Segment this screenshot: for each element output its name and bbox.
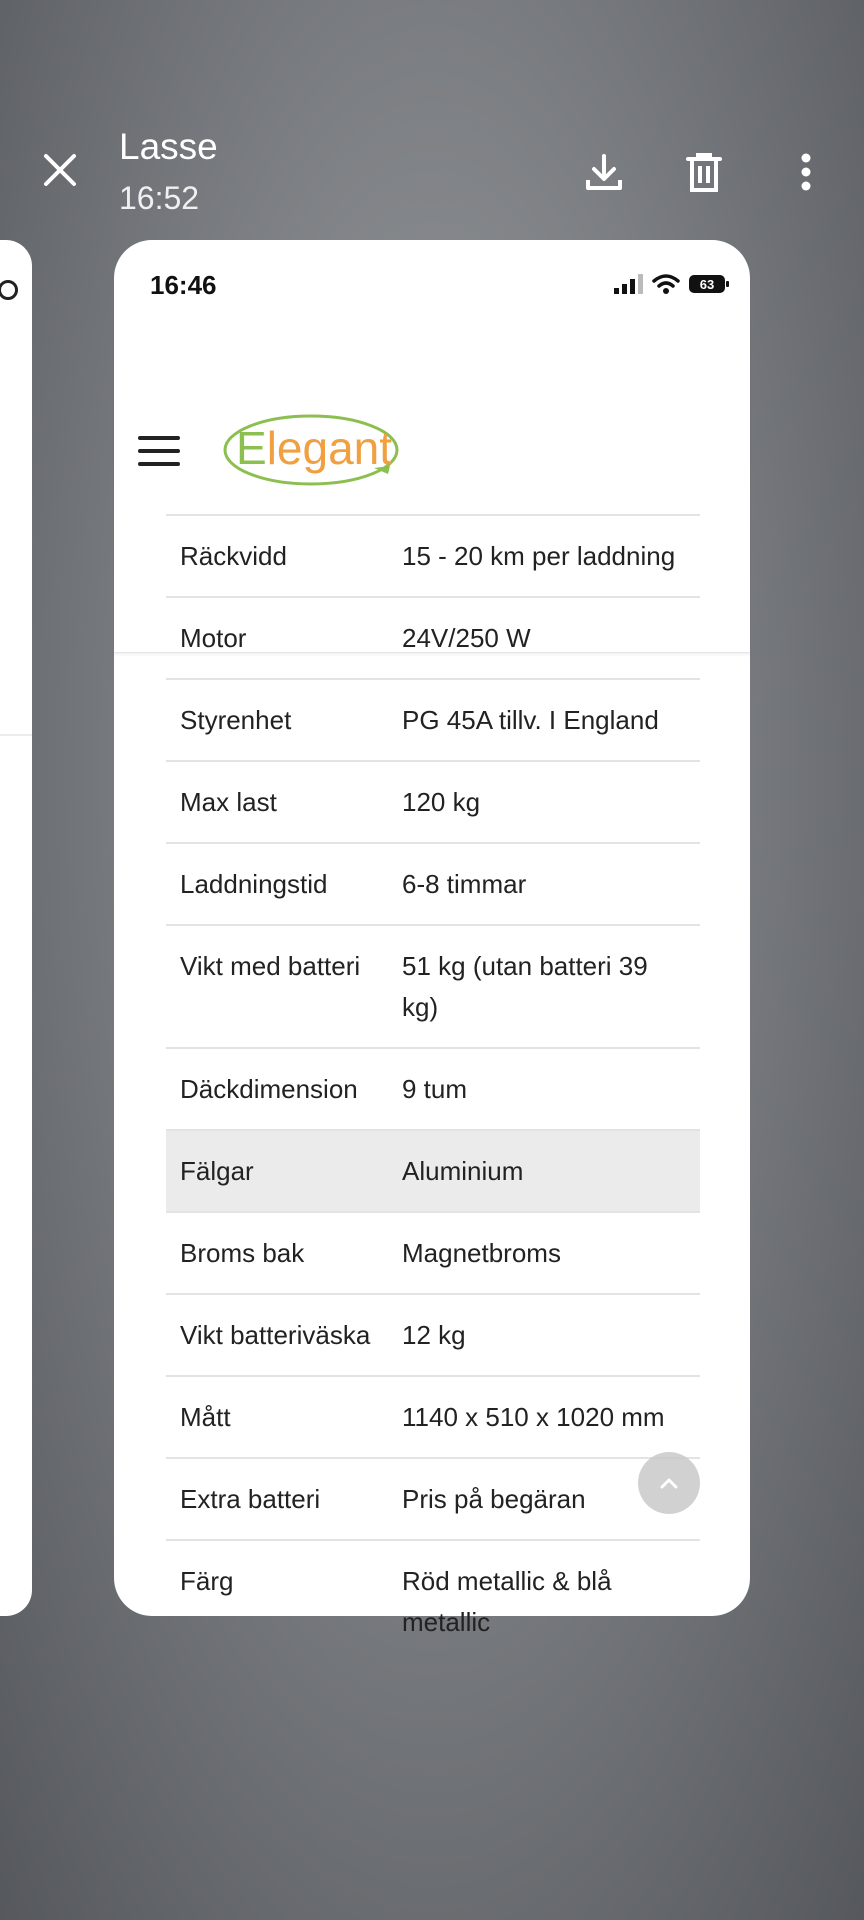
spec-value: 9 tum xyxy=(402,1074,468,1104)
svg-text:Elegant: Elegant xyxy=(236,422,393,474)
delete-icon xyxy=(682,150,726,194)
spec-value: 24V/250 W xyxy=(402,623,531,653)
spec-label: Laddningstid xyxy=(180,869,328,899)
spec-label: Max last xyxy=(180,787,277,817)
spec-label: Mått xyxy=(180,1402,231,1432)
table-row xyxy=(166,1130,700,1212)
spec-value: 15 - 20 km per laddning xyxy=(402,541,676,571)
spec-label: Vikt batteriväska xyxy=(180,1320,371,1350)
spec-value: Magnetbroms xyxy=(402,1238,561,1268)
image-viewer-toolbar xyxy=(0,0,864,230)
spec-value: 120 kg xyxy=(402,787,481,817)
menu-button[interactable] xyxy=(138,436,180,466)
spec-value: 6-8 timmar xyxy=(402,869,527,899)
menu-icon xyxy=(138,436,180,440)
spec-value: 12 kg xyxy=(402,1320,466,1350)
status-icons xyxy=(614,270,730,298)
spec-label: Styrenhet xyxy=(180,705,292,735)
table-row xyxy=(166,1212,700,1294)
divider xyxy=(0,734,32,736)
spec-label: Fälgar xyxy=(180,1156,254,1186)
table-row xyxy=(166,597,700,679)
spec-value: 51 kg (utan batteri 39 kg) xyxy=(402,951,648,1022)
table-row xyxy=(166,515,700,597)
close-icon xyxy=(40,150,80,190)
previous-image-thumbnail[interactable] xyxy=(0,240,32,1616)
spec-value: Pris på begäran xyxy=(402,1484,586,1514)
download-icon xyxy=(582,150,626,194)
table-row xyxy=(166,1294,700,1376)
wifi-icon xyxy=(652,273,680,295)
delete-button[interactable] xyxy=(682,150,726,194)
brand-logo[interactable] xyxy=(222,412,404,488)
screenshot-image[interactable] xyxy=(114,240,750,1637)
download-button[interactable] xyxy=(582,150,626,194)
spec-label: Däckdimension xyxy=(180,1074,358,1104)
spec-label: Färg xyxy=(180,1566,234,1596)
spec-label: Motor xyxy=(180,623,247,653)
spec-label: Extra batteri xyxy=(180,1484,321,1514)
more-options-button[interactable] xyxy=(784,150,828,194)
sent-time: 16:52 xyxy=(119,180,200,216)
spec-value: Aluminium xyxy=(402,1156,524,1186)
close-button[interactable] xyxy=(40,150,80,190)
spec-label: Vikt med batteri xyxy=(180,951,361,981)
table-row xyxy=(166,1376,700,1458)
table-row xyxy=(166,761,700,843)
status-time: 16:46 xyxy=(150,270,217,300)
spec-label: Broms bak xyxy=(180,1238,305,1268)
battery-icon xyxy=(688,273,730,295)
more-vertical-icon xyxy=(784,150,828,194)
table-row xyxy=(166,1048,700,1130)
spec-value: PG 45A tillv. I England xyxy=(402,705,659,735)
phone-status-bar xyxy=(114,240,750,320)
scroll-to-top-button[interactable] xyxy=(638,1452,700,1514)
specs-table xyxy=(166,514,700,1662)
table-row xyxy=(166,843,700,925)
chevron-up-icon xyxy=(659,1476,679,1490)
table-row xyxy=(166,679,700,761)
spec-label: Räckvidd xyxy=(180,541,287,571)
battery-icon xyxy=(0,280,18,300)
table-row xyxy=(166,1458,700,1540)
battery-level: 63 xyxy=(699,277,715,292)
table-row xyxy=(166,925,700,1048)
signal-icon xyxy=(614,274,644,294)
table-row xyxy=(166,1540,700,1662)
spec-value: Röd metallic & blå metallic xyxy=(402,1566,612,1637)
spec-value: 1140 x 510 x 1020 mm xyxy=(402,1402,665,1432)
sender-name: Lasse xyxy=(119,126,218,167)
